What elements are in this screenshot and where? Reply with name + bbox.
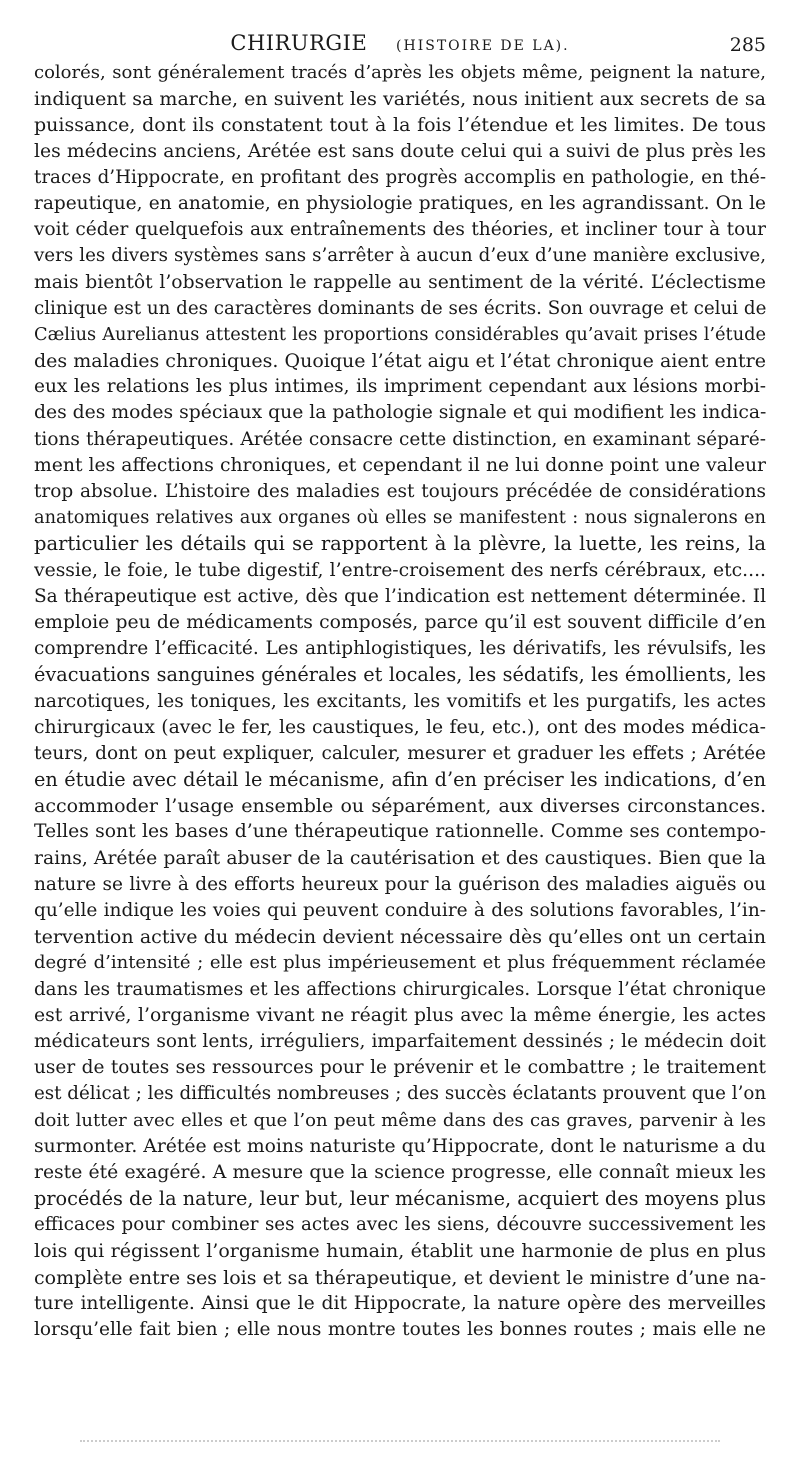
- text-line: teurs, dont on peut expliquer, calculer, mesurer et graduer les effets ; Arétée: [34, 742, 766, 764]
- text-line: surmonter. Arétée est moins naturiste qu’Hippocrate, dont le naturisme a du: [34, 1135, 766, 1157]
- text-line: colorés, sont généralement tracés d’après les objets même, peignent la nature,: [34, 62, 766, 83]
- text-line: Sa thérapeutique est active, dès que l’indication est nettement déterminée. Il: [34, 585, 766, 607]
- text-line: ment les affections chroniques, et cependant il ne lui donne point une valeur: [34, 454, 766, 476]
- running-title: [34, 30, 766, 59]
- text-line: évacuations sanguines générales et locales, les sédatifs, les émollients, les: [34, 663, 766, 687]
- text-line: des maladies chroniques. Quoique l’état aigu et l’état chronique aient entre: [34, 350, 766, 373]
- text-line: nature se livre à des efforts heureux pour la guérison des maladies aiguës ou: [34, 873, 766, 895]
- text-line: traces d’Hippocrate, en profitant des progrès accomplis en pathologie, en thé-: [34, 166, 766, 188]
- text-line: narcotiques, les toniques, les excitants, les vomitifs et les purgatifs, les actes: [34, 690, 766, 712]
- text-line: est délicat ; les difficultés nombreuses ; des succès éclatants prouvent que l’on: [34, 1083, 766, 1105]
- running-header: [34, 30, 766, 56]
- running-title-main: CHIRURGIE: [230, 31, 368, 55]
- text-line: voit céder quelquefois aux entraînements des théories, et incliner tour à tour: [34, 219, 766, 241]
- text-line: accommoder l’usage ensemble ou séparément, aux diverses circonstances.: [34, 795, 766, 818]
- text-line: médicateurs sont lents, irréguliers, imparfaitement dessinés ; le médecin doit: [34, 1030, 766, 1052]
- text-line: doit lutter avec elles et que l’on peut même dans des cas graves, parvenir à les: [34, 1109, 766, 1131]
- text-line: tervention active du médecin devient nécessaire dès qu’elles ont un certain: [34, 926, 766, 949]
- text-line: dans les traumatismes et les affections chirurgicales. Lorsque l’état chronique: [34, 978, 766, 1000]
- text-line: efficaces pour combiner ses actes avec les siens, découvre successivement les: [34, 1214, 766, 1236]
- text-line: puissance, dont ils constatent tout à la fois l’étendue et les limites. De tous: [34, 114, 766, 137]
- text-line: user de toutes ses ressources pour le prévenir et le combattre ; le traitement: [34, 1057, 766, 1079]
- page-number: 285: [729, 34, 766, 56]
- text-line: anatomiques relatives aux organes où elles se manifestent : nous signalerons en: [34, 508, 766, 529]
- text-line: indiquent sa marche, en suivent les variétés, nous initient aux secrets de sa: [34, 88, 766, 111]
- text-line: degré d’intensité ; elle est plus impérieusement et plus fréquemment réclamée: [34, 952, 766, 974]
- running-title-sub: (HISTOIRE DE LA).: [396, 38, 570, 54]
- text-line: emploie peu de médicaments composés, parce qu’il est souvent difficile d’en: [34, 611, 766, 633]
- text-line: qu’elle indique les voies qui peuvent conduire à des solutions favorables, l’in-: [34, 900, 766, 921]
- text-line: des des modes spéciaux que la pathologie signale et qui modifient les indica-: [34, 402, 766, 424]
- body-text: [34, 60, 766, 1343]
- text-line: en étudie avec détail le mécanisme, afin d’en préciser les indications, d’en: [34, 768, 766, 792]
- text-line: ture intelligente. Ainsi que le dit Hippocrate, la nature opère des merveilles: [34, 1292, 766, 1314]
- text-line: tions thérapeutiques. Arétée consacre cette distinction, en examinant séparé-: [34, 428, 766, 450]
- text-line: rains, Arétée paraît abuser de la cautérisation et des caustiques. Bien que la: [34, 847, 766, 869]
- text-line: chirurgicaux (avec le fer, les caustiques, le feu, etc.), ont des modes médica-: [34, 716, 766, 738]
- text-line: Telles sont les bases d’une thérapeutique rationnelle. Comme ses contempo-: [34, 821, 766, 843]
- text-line: vers les divers systèmes sans s’arrêter à aucun d’eux d’une manière exclusive,: [34, 245, 766, 267]
- text-line: complète entre ses lois et sa thérapeutique, et devient le ministre d’une na-: [34, 1266, 766, 1289]
- text-line: mais bientôt l’observation le rappelle au sentiment de la vérité. L’éclectisme: [34, 271, 766, 293]
- text-line: rapeutique, en anatomie, en physiologie pratiques, en les agrandissant. On le: [34, 192, 766, 214]
- text-line: Cælius Aurelianus attestent les proportions considérables qu’avait prises l’étude: [34, 324, 766, 345]
- text-line: les médecins anciens, Arétée est sans doute celui qui a suivi de plus près les: [34, 140, 766, 162]
- text-line: vessie, le foie, le tube digestif, l’entre-croisement des nerfs cérébraux, etc....: [34, 559, 766, 581]
- text-line: comprendre l’efficacité. Les antiphlogistiques, les dérivatifs, les révulsifs, les: [34, 638, 766, 660]
- text-line: est arrivé, l’organisme vivant ne réagit plus avec la même énergie, les actes: [34, 1004, 766, 1026]
- text-line: eux les relations les plus intimes, ils impriment cependant aux lésions morbi-: [34, 376, 766, 398]
- page-bottom-marks: [80, 1440, 720, 1448]
- text-line: reste été exagéré. A mesure que la science progresse, elle connaît mieux les: [34, 1161, 766, 1183]
- text-line: lorsqu’elle fait bien ; elle nous montre toutes les bonnes routes ; mais elle ne: [34, 1319, 766, 1340]
- text-line: clinique est un des caractères dominants de ses écrits. Son ouvrage et celui de: [34, 297, 766, 319]
- text-line: trop absolue. L’histoire des maladies est toujours précédée de considérations: [34, 481, 766, 502]
- text-line: lois qui régissent l’organisme humain, établit une harmonie de plus en plus: [34, 1240, 766, 1263]
- text-line: particulier les détails qui se rapportent à la plèvre, la luette, les reins, la: [34, 532, 766, 556]
- text-line: procédés de la nature, leur but, leur mécanisme, acquiert des moyens plus: [34, 1187, 766, 1211]
